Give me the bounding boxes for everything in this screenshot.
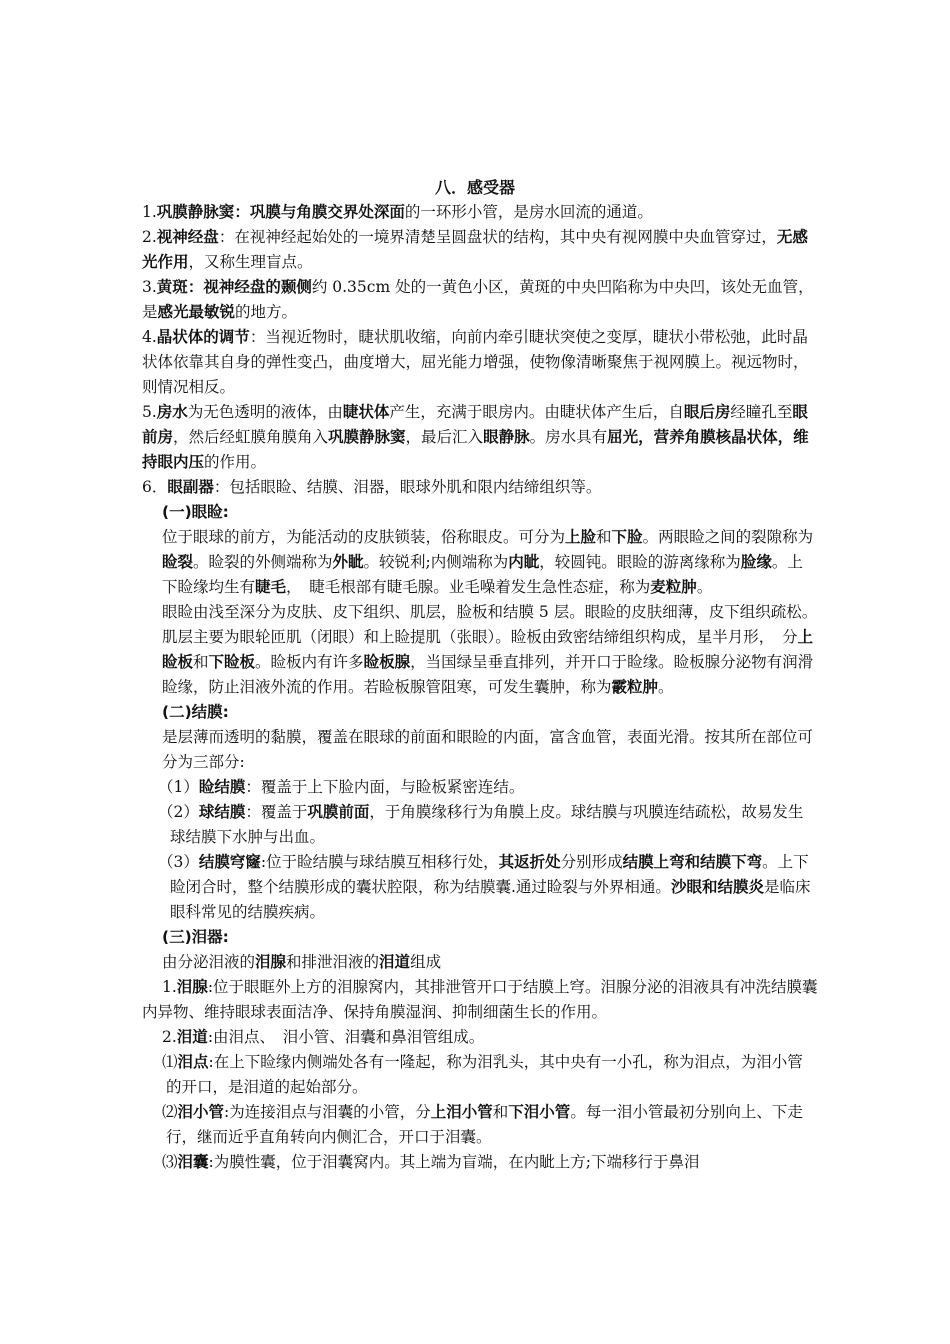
bold-phrase: 沙眼和结膜炎 xyxy=(670,878,764,896)
paragraph-text: :位于睑结膜与球结膜互相移行处， xyxy=(260,853,499,871)
eyelid-paragraph-1 xyxy=(142,525,818,600)
list-number: （3） xyxy=(158,853,199,871)
bold-phrase: 上泪小管 xyxy=(430,1103,493,1121)
list-number: 2. xyxy=(162,1028,177,1046)
bold-phrase: 睫毛 xyxy=(255,578,287,596)
paragraph-text: :为膜性囊，位于泪囊窝内。其上端为盲端，在内眦上方;下端移行于鼻泪 xyxy=(208,1153,700,1171)
list-number: 1. xyxy=(162,978,177,996)
bold-phrase: 麦粒肿 xyxy=(650,578,697,596)
item-number: 1. xyxy=(142,203,157,221)
item-4 xyxy=(142,325,818,400)
lacrimal-heading: (三)泪器: xyxy=(162,928,229,946)
lacrimal-punctum xyxy=(142,1050,818,1100)
bold-phrase: 泪腺 xyxy=(255,953,287,971)
bold-phrase: 泪点 xyxy=(177,1053,209,1071)
lacrimal-intro xyxy=(142,950,818,975)
item-text: ，然后经虹膜角膜角入 xyxy=(173,428,329,446)
eyelid-paragraph-2 xyxy=(142,600,818,700)
bold-phrase: 眼后房 xyxy=(683,403,731,421)
paragraph-text: 位于眼球的前方，为能活动的皮肤锁装，俗称眼皮。可分为 xyxy=(162,528,566,546)
item-number: 2. xyxy=(142,228,157,246)
item-text: 的地方。 xyxy=(235,303,298,321)
item-text: 产生，充满于眼房内。由睫状体产生后，自 xyxy=(389,403,684,421)
bold-phrase: 睑板腺 xyxy=(363,653,411,671)
paragraph-text: 是临床眼科常见的结膜疾病。 xyxy=(170,878,811,921)
conjunctiva-part-2 xyxy=(142,800,818,850)
bold-phrase: 睑结膜 xyxy=(198,778,246,796)
paragraph-text: ，于角膜缘移行为角膜上皮。球结膜与巩膜连结疏松，故易发生球结膜下水肿与出血。 xyxy=(170,803,804,846)
item-text: 约 0.35cm 处的一黄色小区，黄斑的中央凹陷称为中央凹，该处无血管，是 xyxy=(142,278,814,321)
paragraph-text: 。 xyxy=(696,578,713,596)
item-5 xyxy=(142,400,818,475)
conjunctiva-heading: (二)结膜: xyxy=(162,703,229,721)
bold-phrase: 上睑板 xyxy=(162,628,814,671)
bold-phrase: 球结膜 xyxy=(198,803,246,821)
lacrimal-passage xyxy=(142,1025,818,1050)
bold-phrase: 结膜穹窿 xyxy=(198,853,261,871)
paragraph-text: ，较圆钝。眼睑的游离缘称为 xyxy=(539,553,741,571)
item-term: 巩膜静脉窦 xyxy=(156,203,235,221)
paragraph-text: 。上下睑缘均生有 xyxy=(162,553,803,596)
bold-phrase: 下脸 xyxy=(611,528,643,546)
lacrimal-canaliculus xyxy=(142,1100,818,1150)
paragraph-text: 。两眼睑之间的裂隙称为 xyxy=(642,528,814,546)
bold-phrase: 视神经盘的颞侧 xyxy=(203,278,312,296)
bold-phrase: 其返折处 xyxy=(498,853,561,871)
bold-phrase: 感光最敏锐 xyxy=(157,303,236,321)
bold-phrase: 巩膜静脉窦 xyxy=(328,428,406,446)
paragraph-text: ，当国绿呈垂直排列，并开口于睑缘。睑板腺分泌物有润滑睑缘，防止泪液外流的作用。若睑板腺管阻寒，可发生囊肿，称为 xyxy=(162,653,814,696)
list-number: ⑵ xyxy=(162,1103,178,1121)
bold-phrase: 下泪小管 xyxy=(508,1103,571,1121)
lacrimal-sac xyxy=(142,1150,818,1175)
item-text: 。房水具有 xyxy=(529,428,608,446)
item-sep: ： xyxy=(234,203,250,221)
item-term: 房水 xyxy=(156,403,188,421)
item-number: 3. xyxy=(142,278,157,296)
item-number: 4. xyxy=(142,328,157,346)
paragraph-text: :为连接泪点与泪囊的小管，分 xyxy=(224,1103,431,1121)
paragraph-text: 。 xyxy=(658,678,674,696)
item-2 xyxy=(142,225,818,275)
paragraph-text: 分别形成 xyxy=(560,853,623,871)
item-term: 黄斑 xyxy=(156,278,188,296)
bold-phrase: 泪囊 xyxy=(177,1153,209,1171)
document-body xyxy=(142,200,818,1175)
paragraph-text: 。睑板内有许多 xyxy=(255,653,364,671)
bold-phrase: 泪道 xyxy=(379,953,411,971)
item-1 xyxy=(142,200,818,225)
item-text: ：包括眼睑、结膜、泪器，眼球外肌和限内结缔组织等。 xyxy=(213,478,602,496)
paragraph-text: ， 睫毛根部有睫毛腺。业毛噪着发生急性态症，称为 xyxy=(286,578,651,596)
bold-phrase: 巩膜与角膜交界处深面 xyxy=(249,203,405,221)
item-term: 眼副器 xyxy=(167,478,214,496)
bold-phrase: 下睑板 xyxy=(208,653,256,671)
item-text: 的作用。 xyxy=(204,453,267,471)
paragraph-text: 。上下睑闭合时，整个结膜形成的囊状腔限，称为结膜囊.通过睑裂与外界相通。 xyxy=(170,853,809,896)
paragraph-text: :在上下睑缘内侧端处各有一隆起，称为泪乳头，其中央有一小孔，称为泪点，为泪小管的开口，是泪道的起始部分。 xyxy=(166,1053,803,1096)
paragraph-text: 和 xyxy=(596,528,612,546)
bold-phrase: 睫状体 xyxy=(342,403,390,421)
paragraph-text: 和 xyxy=(492,1103,509,1121)
list-number: （2） xyxy=(158,803,199,821)
paragraph-text: :由泪点、 泪小管、泪囊和鼻泪管组成。 xyxy=(207,1028,485,1046)
bold-phrase: 无感光作用 xyxy=(142,228,808,271)
bold-phrase: 结膜上弯和结膜下弯 xyxy=(622,853,763,871)
item-text: 为无色透明的液体，由 xyxy=(187,403,343,421)
conjunctiva-intro: 是层薄而透明的黏膜，覆盖在眼球的前面和眼睑的内面，富含血管，表面光滑。按其所在部位可分为三部分: xyxy=(162,728,814,771)
bold-phrase: 上脸 xyxy=(565,528,597,546)
bold-phrase: 眼前房 xyxy=(142,403,808,446)
paragraph-text: 眼睑由浅至深分为皮肤、皮下组织、肌层，脸板和结膜 5 层。眼睑的皮肤细薄，皮下组织疏松。肌层主要为眼轮匝肌（闭眼）和上睑提肌（张眼）。睑板由致密结缔组织构成，星半月形， 分 xyxy=(162,603,818,646)
bold-phrase: 泪小管 xyxy=(177,1103,225,1121)
eyelid-heading: (一)眼睑: xyxy=(162,503,229,521)
item-term: 晶状体的调节 xyxy=(156,328,250,346)
list-number: ⑶ xyxy=(162,1153,178,1171)
bold-phrase: 巩膜前面 xyxy=(307,803,370,821)
item-6 xyxy=(142,475,818,500)
item-number: 5. xyxy=(142,403,157,421)
paragraph-text: 和排泄泪液的 xyxy=(286,953,380,971)
item-text: ，又称生理盲点。 xyxy=(188,253,313,271)
item-term: 视神经盘 xyxy=(156,228,219,246)
conjunctiva-part-1 xyxy=(142,775,818,800)
item-3 xyxy=(142,275,818,325)
paragraph-text: 和 xyxy=(193,653,209,671)
bold-phrase: 外眦 xyxy=(332,553,364,571)
item-text: ，最后汇入 xyxy=(405,428,484,446)
paragraph-text: 由分泌泪液的 xyxy=(162,953,256,971)
bold-phrase: 脸缘 xyxy=(740,553,772,571)
bold-phrase: 泪道 xyxy=(176,1028,208,1046)
bold-phrase: 睑裂 xyxy=(162,553,194,571)
paragraph-text: 。每一泪小管最初分别向上、下走行，继而近乎直角转向内侧汇合，开口于泪囊。 xyxy=(166,1103,803,1146)
bold-phrase: 眼静脉 xyxy=(483,428,530,446)
section-title: 八．感受器 xyxy=(434,178,515,197)
paragraph-text: 组成 xyxy=(410,953,442,971)
lacrimal-gland xyxy=(142,975,818,1025)
item-number: 6． xyxy=(142,478,168,496)
bold-phrase: 霰粒肿 xyxy=(611,678,659,696)
list-number: （1） xyxy=(158,778,199,796)
item-text: 经瞳孔至 xyxy=(730,403,793,421)
bold-phrase: 屈光，营养角膜核晶状体，维持眼内压 xyxy=(142,428,809,471)
item-text: ：在视神经起始处的一境界清楚呈圆盘状的结构，其中央有视网膜中央血管穿过， xyxy=(218,228,777,246)
paragraph-text: ：覆盖于上下脸内面，与睑板紧密连结。 xyxy=(245,778,525,796)
paragraph-text: 。睑裂的外侧端称为 xyxy=(193,553,333,571)
list-number: ⑴ xyxy=(162,1053,178,1071)
item-sep: ： xyxy=(187,278,204,296)
bold-phrase: 内眦 xyxy=(508,553,540,571)
item-text: ：当视近物时，睫状肌收缩，向前内牵引睫状突使之变厚，睫状小带松弛，此时晶状体依靠其自身的弹性变凸，曲度增大，屈光能力增强，使物像清晰聚焦于视网膜上。视远物时，则情况相反。 xyxy=(142,328,809,396)
bold-phrase: 泪腺 xyxy=(176,978,208,996)
paragraph-text: 。较锐利;内侧端称为 xyxy=(363,553,509,571)
conjunctiva-part-3 xyxy=(142,850,818,925)
item-text: 的一环形小管，是房水回流的通道。 xyxy=(404,203,653,221)
paragraph-text: :位于眼眶外上方的泪腺窝内，其排泄管开口于结膜上穹。泪腺分泌的泪液具有冲洗结膜囊内异物、维持眼球表面洁净、保持角膜湿润、抑制细菌生长的作用。 xyxy=(142,978,818,1021)
paragraph-text: ：覆盖于 xyxy=(245,803,308,821)
